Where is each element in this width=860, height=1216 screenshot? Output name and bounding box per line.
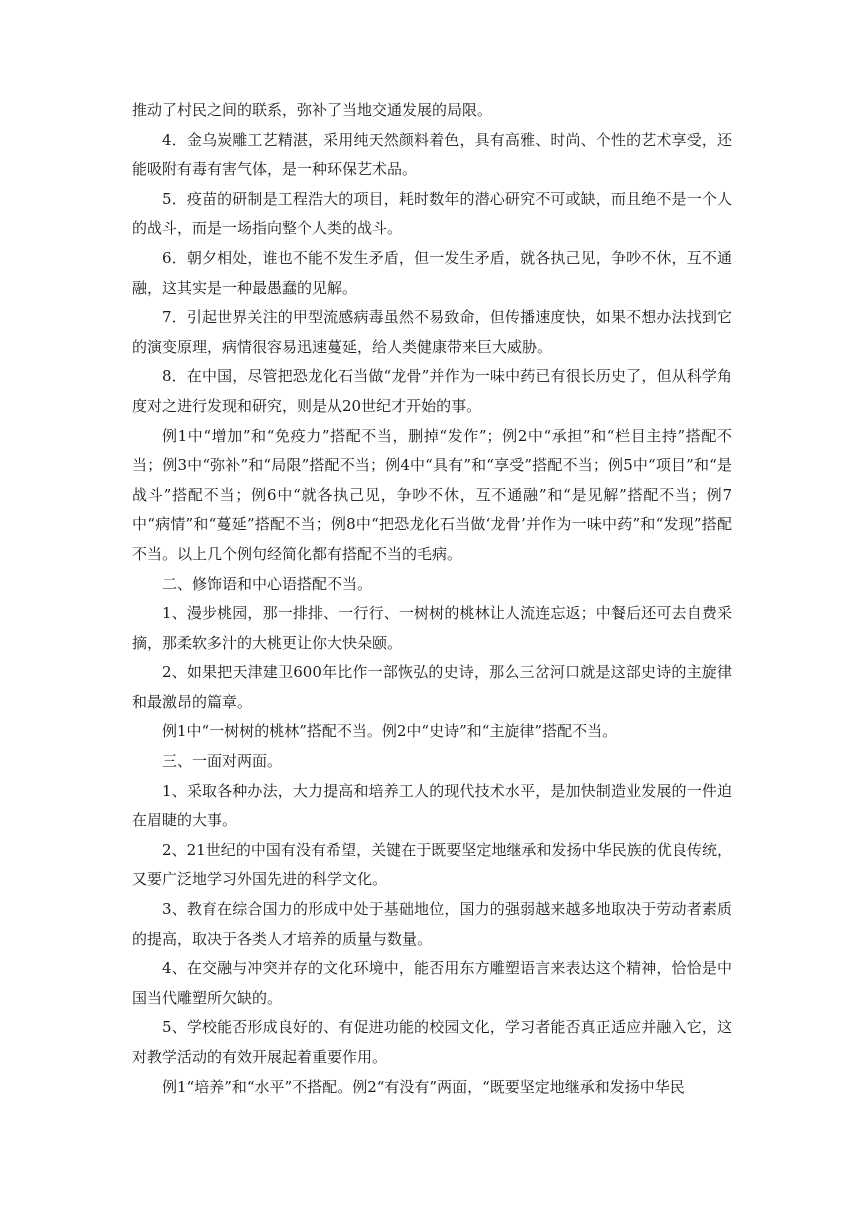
paragraph: 例1中“一树树的桃林”搭配不当。例2中“史诗”和“主旋律”搭配不当。 <box>162 722 618 741</box>
section-heading: 二、修饰语和中心语搭配不当。 <box>162 574 373 593</box>
paragraph: 2、21世纪的中国有没有希望，关键在于既要坚定地继承和发扬中华民族的优良传统，又要广泛地学习外国先进的科学文化。 <box>132 840 732 889</box>
section-heading: 三、一面对两面。 <box>162 752 283 771</box>
paragraph: 5．疫苗的研制是工程浩大的项目，耗时数年的潜心研究不可或缺，而且绝不是一个人的战斗，而是一场指向整个人类的战斗。 <box>132 189 732 238</box>
paragraph: 推动了村民之间的联系，弥补了当地交通发展的局限。 <box>132 101 493 119</box>
paragraph: 4．金乌炭雕工艺精湛，采用纯天然颜料着色，具有高雅、时尚、个性的艺术享受，还能吸附有毒有害气体，是一种环保艺术品。 <box>132 130 732 179</box>
paragraph: 3、教育在综合国力的形成中处于基础地位，国力的强弱越来越多地取决于劳动者素质的提高，取决于各类人才培养的质量与数量。 <box>132 900 732 948</box>
paragraph: 1、采取各种办法，大力提高和培养工人的现代技术水平，是加快制造业发展的一件迫在眉睫的大事。 <box>132 781 732 830</box>
paragraph: 6．朝夕相处，谁也不能不发生矛盾，但一发生矛盾，就各执己见，争吵不休，互不通融，这其实是一种最愚蠢的见解。 <box>132 248 732 297</box>
paragraph: 例1中“增加”和“免疫力”搭配不当，删掉“发作”；例2中“承担”和“栏目主持”搭配不当；例3中“弥补”和“局限”搭配不当；例4中“具有”和“享受”搭配不当；例5中“项目”和“是战斗”搭配不当；例6中“就各执己见，争吵不休，互不通融”和“是见解”搭配不当；例7中“病情”和“蔓延”搭配不当；例8中“把恐龙化石当做‘龙骨’并作为一味中药”和“发现”搭配不当。以上几个例句经简化都有搭配不当的毛病。 <box>132 426 732 563</box>
document-body <box>132 96 732 1102</box>
paragraph: 2、如果把天津建卫600年比作一部恢弘的史诗，那么三岔河口就是这部史诗的主旋律和最激昂的篇章。 <box>132 663 732 711</box>
paragraph: 例1“培养”和“水平”不搭配。例2“有没有”两面，“既要坚定地继承和发扬中华民 <box>162 1077 685 1096</box>
paragraph: 5、学校能否形成良好的、有促进功能的校园文化，学习者能否真正适应并融入它，这对教学活动的有效开展起着重要作用。 <box>132 1018 732 1066</box>
paragraph: 1、漫步桃园，那一排排、一行行、一树树的桃林让人流连忘返；中餐后还可去自费采摘，那柔软多汁的大桃更让你大快朵颐。 <box>132 604 732 652</box>
paragraph: 4、在交融与冲突并存的文化环境中，能否用东方雕塑语言来表达这个精神，恰恰是中国当代雕塑所欠缺的。 <box>132 959 732 1007</box>
paragraph: 8．在中国，尽管把恐龙化石当做“龙骨”并作为一味中药已有很长历史了，但从科学角度对之进行发现和研究，则是从20世纪才开始的事。 <box>132 367 732 415</box>
paragraph: 7．引起世界关注的甲型流感病毒虽然不易致命，但传播速度快，如果不想办法找到它的演变原理，病情很容易迅速蔓延，给人类健康带来巨大威胁。 <box>132 308 732 356</box>
